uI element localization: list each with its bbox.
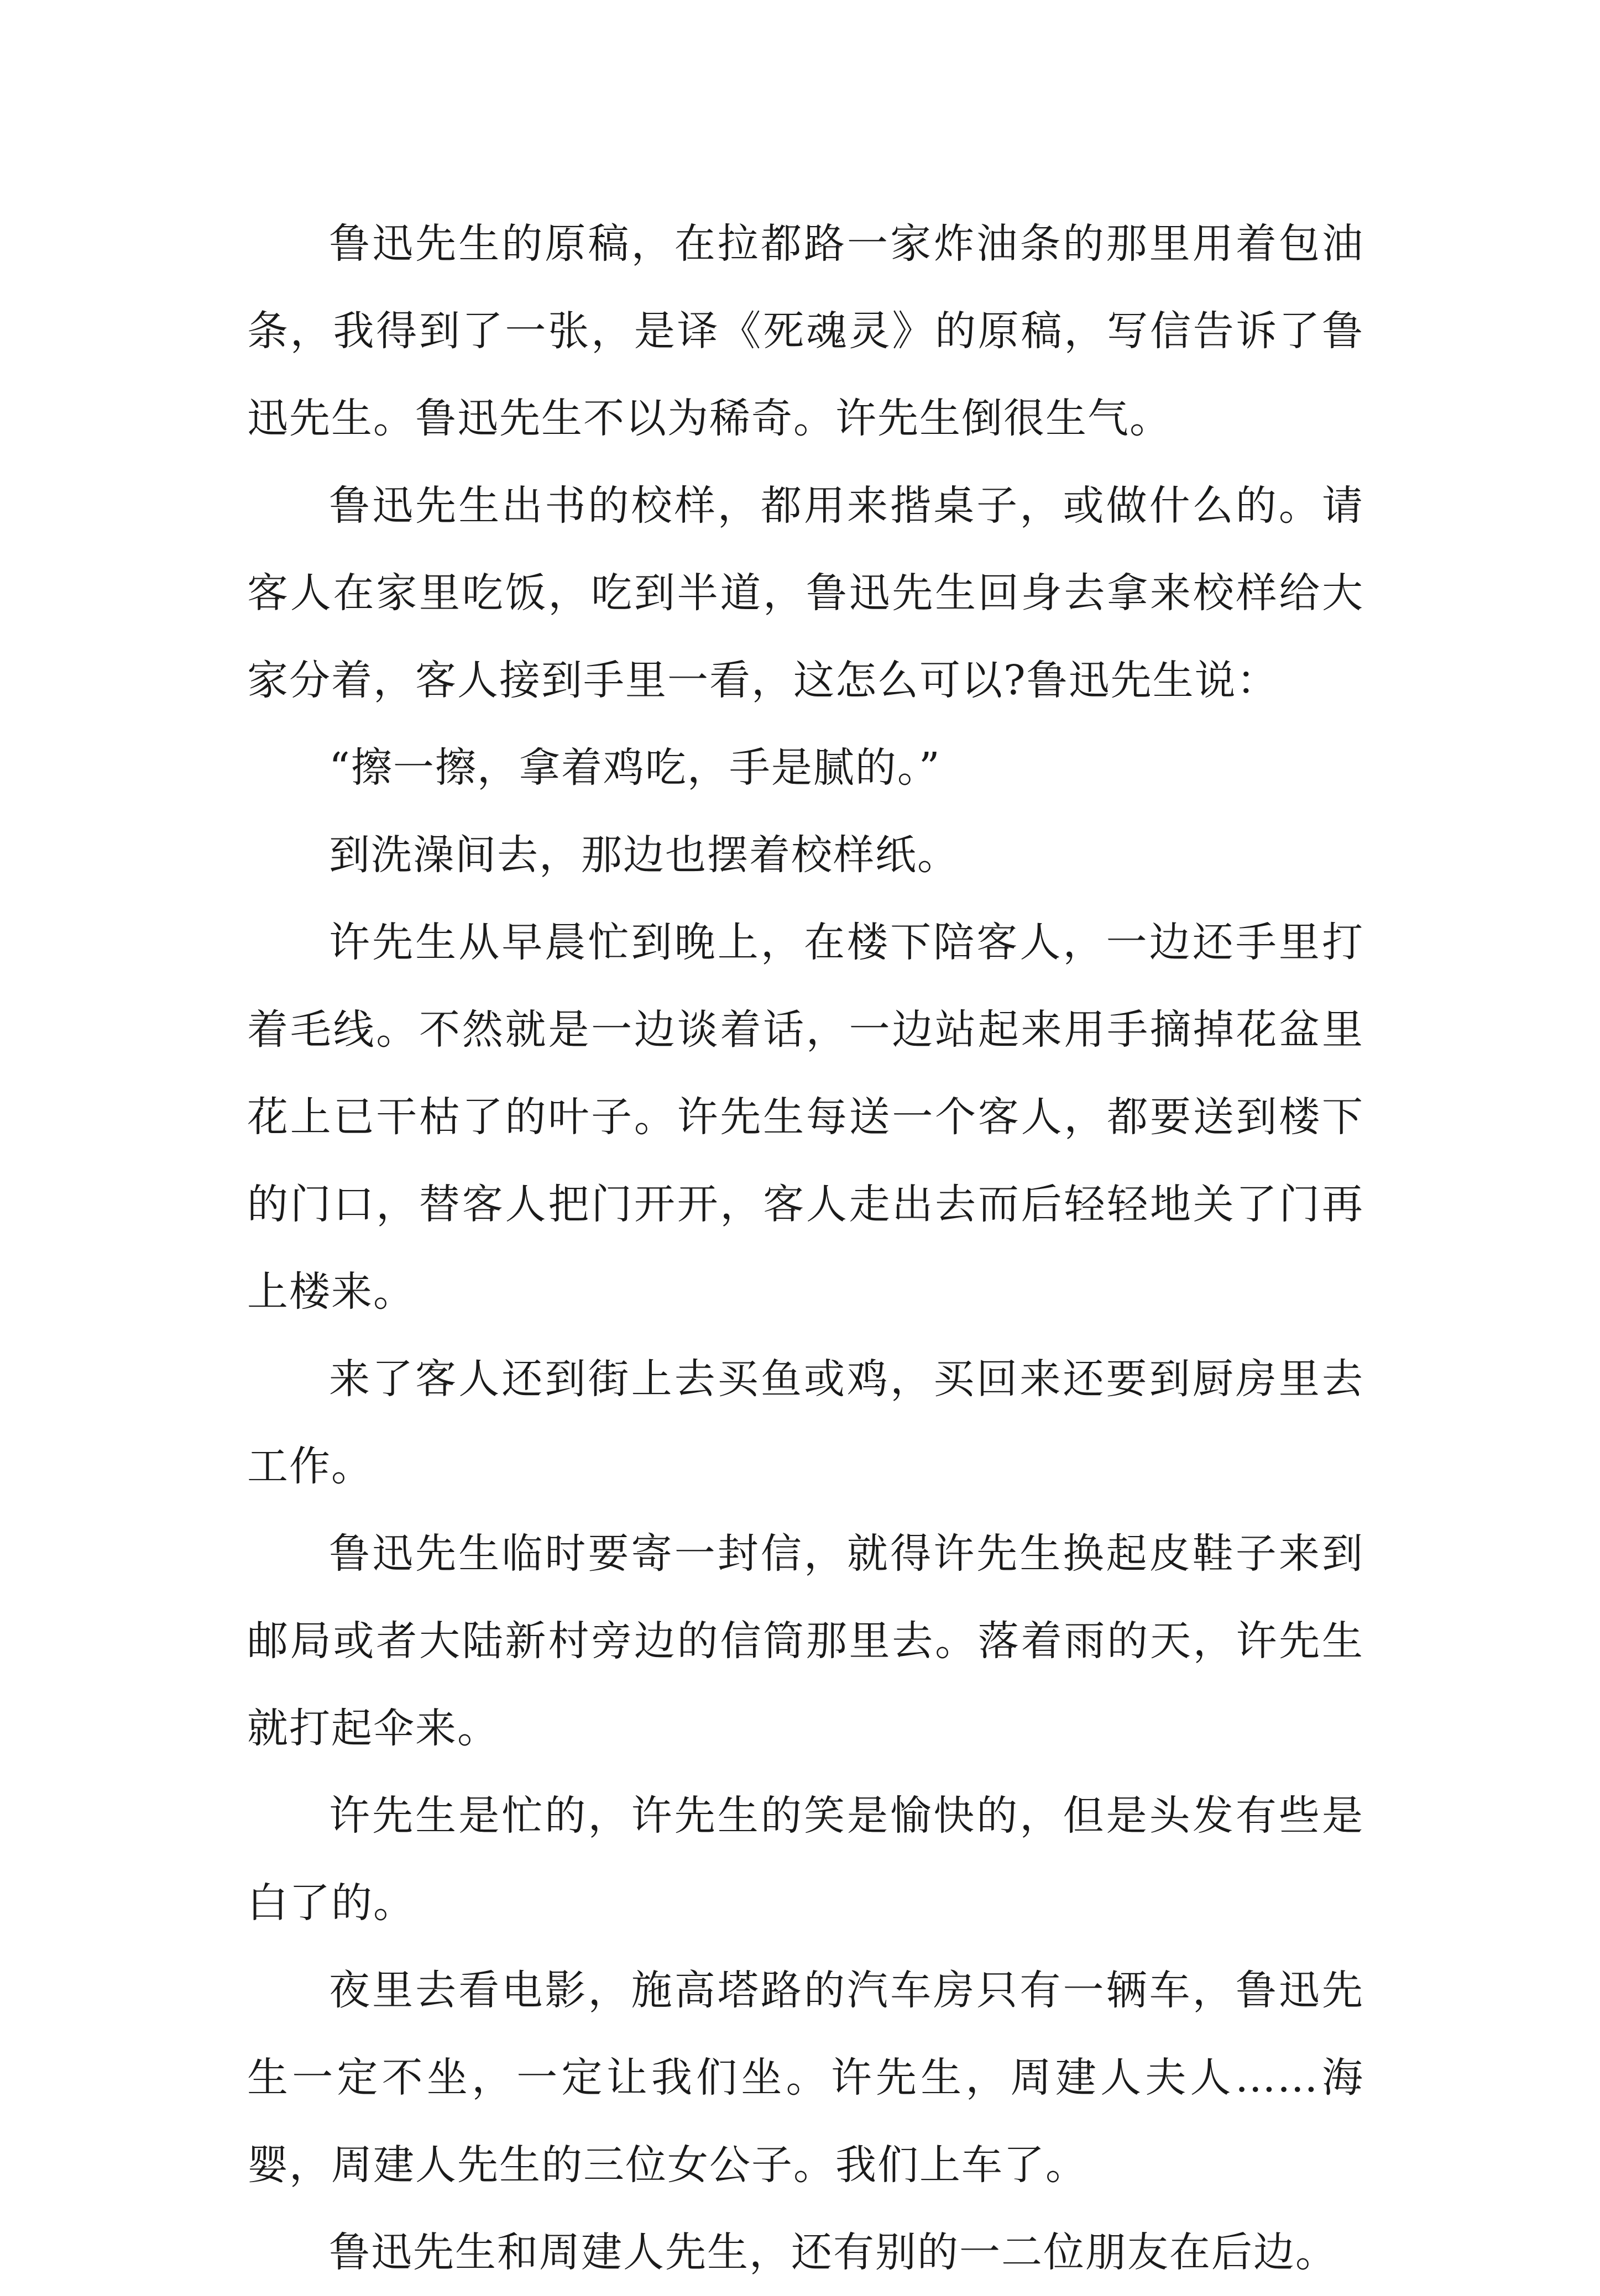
paragraph: 鲁迅先生的原稿，在拉都路一家炸油条的那里用着包油条，我得到了一张，是译《死魂灵》的原稿，写信告诉了鲁迅先生。鲁迅先生不以为稀奇。许先生倒很生气。 — [247, 220, 1364, 442]
paragraph: 许先生是忙的，许先生的笑是愉快的，但是头发有些是白了的。 — [247, 1792, 1364, 1927]
paragraph: 到洗澡间去，那边也摆着校样纸。 — [329, 831, 959, 879]
paragraph: 鲁迅先生和周建人先生，还有别的一二位朋友在后边。 — [329, 2229, 1337, 2276]
paragraph: 鲁迅先生出书的校样，都用来揩桌子，或做什么的。请客人在家里吃饭，吃到半道，鲁迅先生回身去拿来校样给大家分着，客人接到手里一看，这怎么可以?鲁迅先生说： — [247, 482, 1364, 704]
paragraph: “擦一擦，拿着鸡吃，手是腻的。” — [329, 744, 941, 791]
body-text — [247, 200, 1364, 2296]
paragraph: 来了客人还到街上去买鱼或鸡，买回来还要到厨房里去工作。 — [247, 1355, 1364, 1490]
paragraph: 鲁迅先生临时要寄一封信，就得许先生换起皮鞋子来到邮局或者大陆新村旁边的信筒那里去。落着雨的天，许先生就打起伞来。 — [247, 1530, 1364, 1752]
paragraph: 夜里去看电影，施高塔路的汽车房只有一辆车，鲁迅先生一定不坐，一定让我们坐。许先生，周建人夫人……海婴，周建人先生的三位女公子。我们上车了。 — [247, 1967, 1364, 2189]
paragraph: 许先生从早晨忙到晚上，在楼下陪客人，一边还手里打着毛线。不然就是一边谈着话，一边站起来用手摘掉花盆里花上已干枯了的叶子。许先生每送一个客人，都要送到楼下的门口，替客人把门开开，客人走出去而后轻轻地关了门再上楼来。 — [247, 919, 1364, 1315]
